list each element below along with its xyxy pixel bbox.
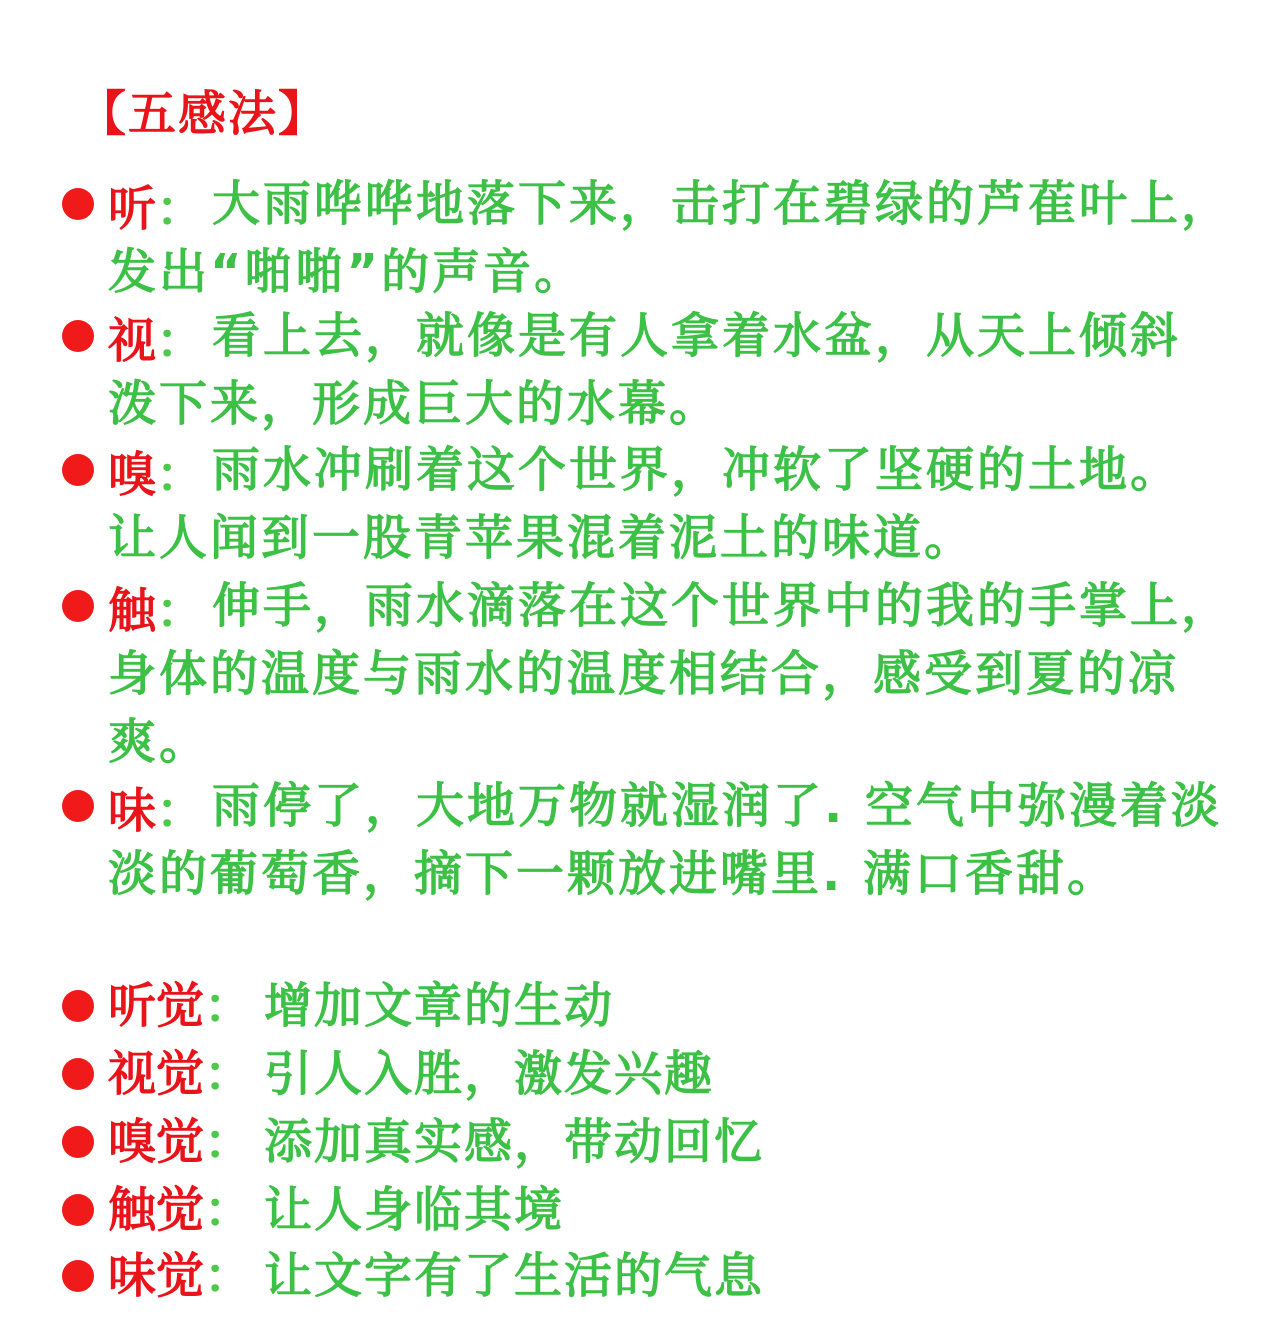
text-line: 大雨哗哗地落下来，击打在碧绿的芦萑叶上， [212,176,1233,232]
bullet-icon [62,1126,94,1158]
text-line: 伸手，雨水滴落在这个世界中的我的手掌上， [212,578,1233,634]
page-title: 【五感法】 [78,86,329,142]
summary-text: 引人入胜，激发兴趣 [264,1046,715,1102]
text-line: 雨水冲刷着这个世界，冲软了坚硬的土地。 [212,442,1182,498]
label-colon: ： [204,1046,253,1102]
label-text: 触 [108,583,157,639]
example-text [108,436,1182,572]
label-text: 味觉 [108,1248,205,1304]
label-text: 视觉 [108,1046,205,1102]
label-colon: ： [204,1182,253,1238]
label-colon: ： [156,447,205,503]
example-label [108,302,204,371]
label-text: 听 [108,181,157,237]
label-text: 嗅觉 [108,1114,205,1170]
example-label [108,572,204,641]
label-text: 味 [108,783,157,839]
example-text [108,302,1182,438]
label-text: 听觉 [108,978,205,1034]
text-line: 身体的温度与雨水的温度相结合，感受到夏的凉 [108,646,1180,702]
bullet-icon [62,590,94,622]
label-colon: ： [204,1114,253,1170]
summary-label [108,1242,252,1310]
label-text: 视 [108,313,157,369]
summary-text: 添加真实感，带动回忆 [264,1114,765,1170]
example-label [108,772,204,841]
example-text [108,170,1233,306]
bullet-icon [62,454,94,486]
label-colon: ： [204,1248,253,1304]
label-colon: ： [156,583,205,639]
text-line: 看上去，就像是有人拿着水盆，从天上倾斜 [212,308,1182,364]
example-label [108,170,204,239]
bullet-icon [62,790,94,822]
text-line: 发出“啪啪”的声音。 [108,244,586,300]
summary-label [108,1040,252,1108]
bullet-icon [62,1260,94,1292]
label-colon: ： [204,978,253,1034]
bullet-icon [62,990,94,1022]
bullet-icon [62,1058,94,1090]
text-line: 爽。 [108,714,211,770]
text-line: 让人闻到一股青苹果混着泥土的味道。 [108,510,976,566]
example-label [108,436,204,505]
bullet-icon [62,1194,94,1226]
label-text: 触觉 [108,1182,205,1238]
summary-text: 让文字有了生活的气息 [264,1248,765,1304]
label-text: 嗅 [108,447,157,503]
example-text [108,772,1222,908]
summary-text: 让人身临其境 [264,1182,565,1238]
summary-label [108,1108,252,1176]
label-colon: ： [156,181,205,237]
example-text [108,572,1233,776]
bullet-icon [62,188,94,220]
text-line: 淡的葡萄香，摘下一颗放进嘴里. 满口香甜。 [108,846,1118,902]
summary-text: 增加文章的生动 [264,978,615,1034]
summary-label [108,1176,252,1244]
label-colon: ： [156,783,205,839]
text-line: 泼下来，形成巨大的水幕。 [108,376,721,432]
summary-label [108,972,252,1040]
label-colon: ： [156,313,205,369]
text-line: 雨停了，大地万物就湿润了. 空气中弥漫着淡 [212,778,1222,834]
bullet-icon [62,320,94,352]
